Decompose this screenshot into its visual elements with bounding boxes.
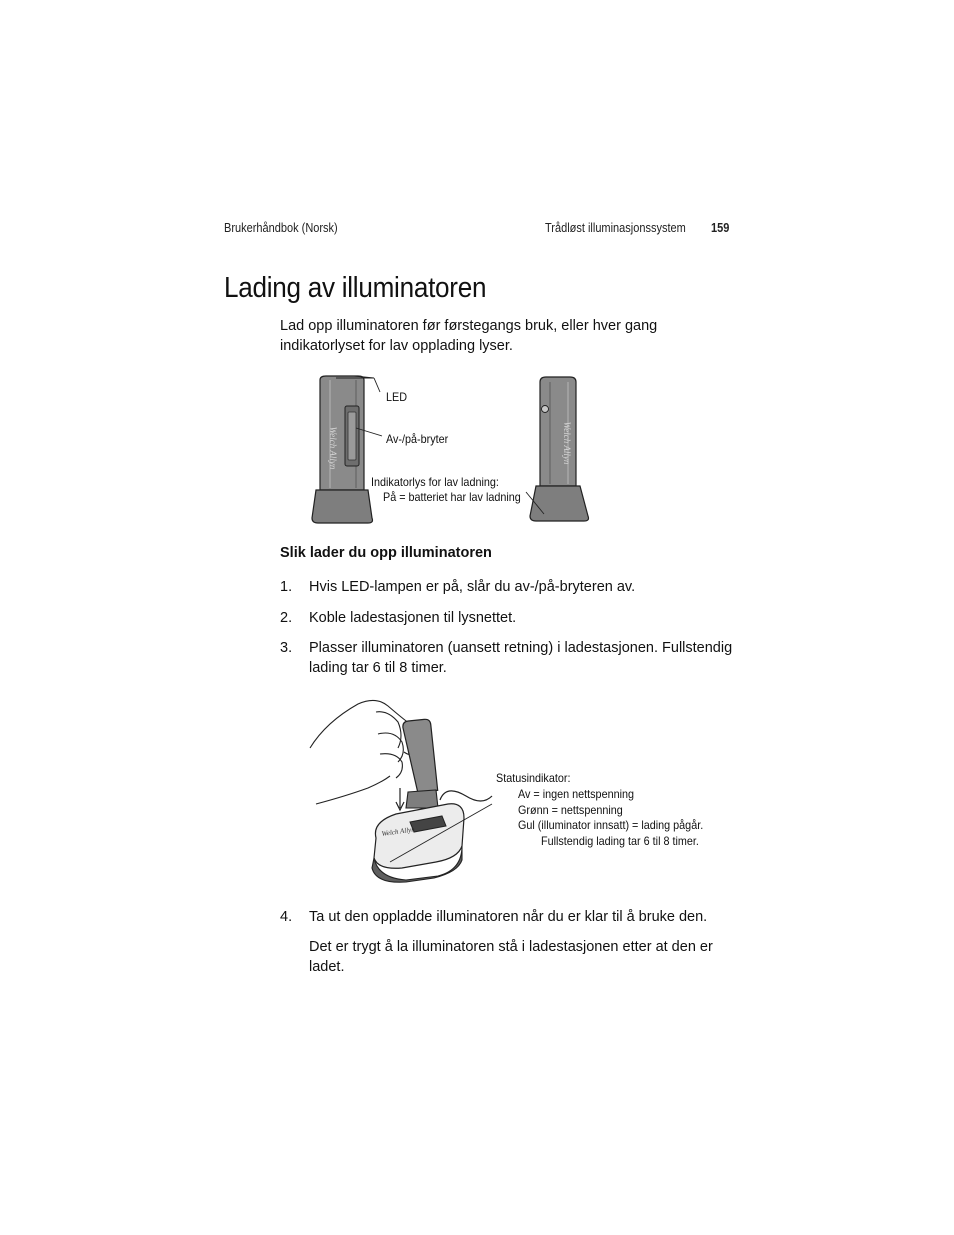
header-manual-title: Brukerhåndbok (Norsk) [224, 221, 338, 235]
charging-station [372, 804, 464, 882]
step-number: 2. [280, 610, 293, 626]
status-off: Av = ingen nettspenning [518, 787, 635, 801]
svg-text:Welch Allyn: Welch Allyn [381, 825, 416, 838]
charging-figure [306, 692, 726, 892]
led-label: LED [386, 390, 408, 404]
power-cord [440, 791, 492, 801]
svg-text:Welch Allyn: Welch Allyn [328, 426, 338, 470]
intro-paragraph: Lad opp illuminatoren før førstegangs bruk, eller hver gang indikatorlyset for lav opplading lyser. [280, 318, 658, 354]
status-green: Grønn = nettspenning [518, 803, 623, 817]
step-number: 4. [280, 909, 293, 925]
instructions-subheading: Slik lader du opp illuminatoren [280, 545, 492, 561]
step-text: Ta ut den oppladde illuminatoren når du er klar til å bruke den. [309, 909, 708, 925]
status-full: Fullstendig lading tar 6 til 8 timer. [541, 834, 699, 848]
hand-illustration [310, 700, 424, 804]
illuminator-side-view [526, 377, 589, 521]
illuminator-front-view [312, 376, 382, 523]
svg-text:Welch Allyn: Welch Allyn [562, 421, 572, 465]
status-title: Statusindikator: [496, 771, 571, 785]
step-text: Hvis LED-lampen er på, slår du av-/på-bryteren av. [309, 579, 636, 595]
header-section-title: Trådløst illuminasjonssystem [545, 221, 686, 235]
page-title: Lading av illuminatoren [224, 272, 487, 304]
indicator-label-line1: Indikatorlys for lav ladning: [371, 475, 499, 489]
step-number: 1. [280, 579, 293, 595]
step-text: Koble ladestasjonen til lysnettet. [309, 610, 517, 626]
indicator-label-line2: På = batteriet har lav ladning [383, 490, 521, 504]
step-4-note: Det er trygt å la illuminatoren stå i ladestasjonen etter at den er ladet. [309, 939, 713, 975]
step-number: 3. [280, 640, 293, 656]
step-text: Plasser illuminatoren (uansett retning) i ladestasjonen. Fullstendig lading tar 6 til 8 timer. [309, 640, 733, 676]
page-number: 159 [711, 221, 730, 235]
status-yellow: Gul (illuminator innsatt) = lading pågår. [518, 818, 704, 832]
switch-label: Av-/på-bryter [386, 432, 449, 446]
